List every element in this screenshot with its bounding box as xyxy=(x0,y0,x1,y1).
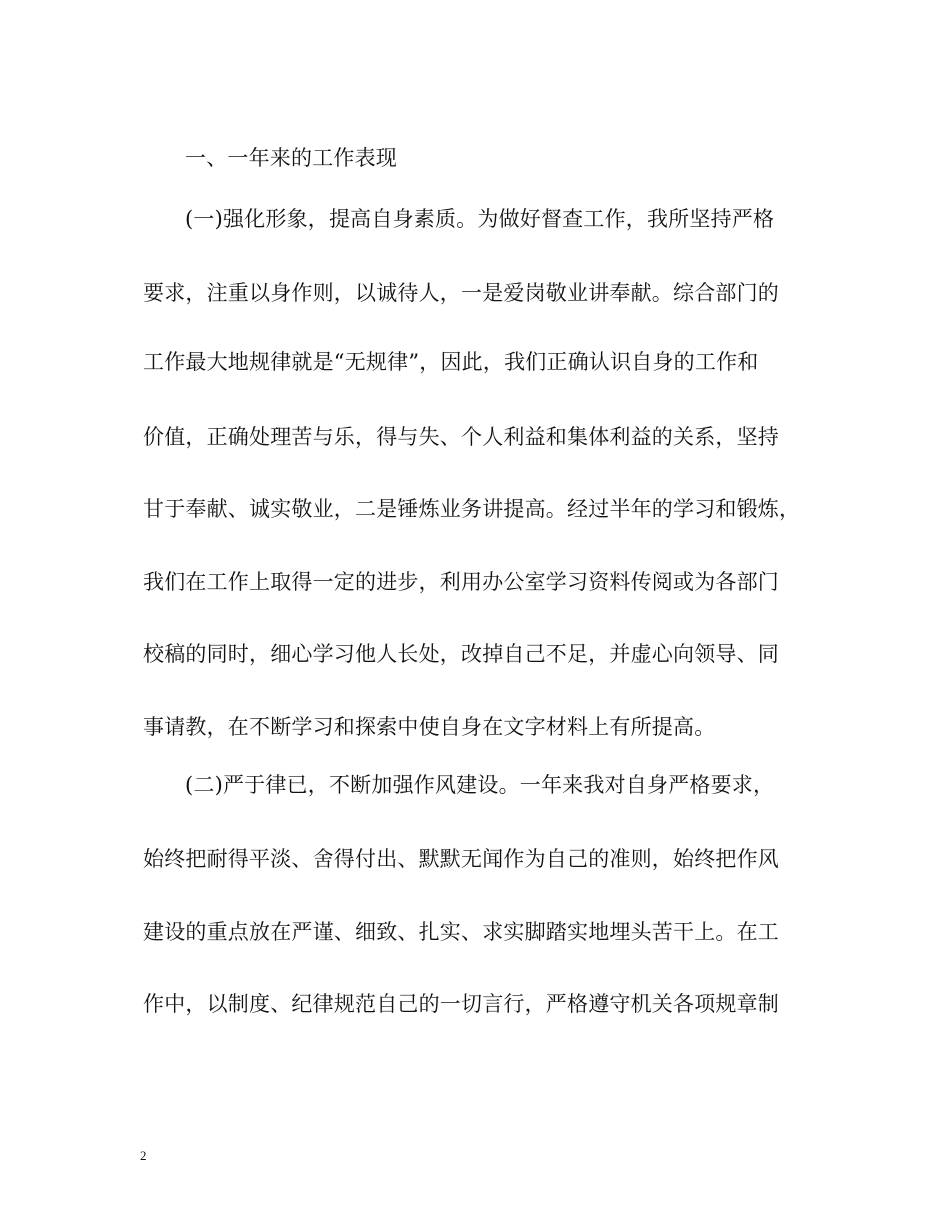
paragraph-2-line-1: (二)严于律已，不断加强作风建设。一年来我对自身严格要求， xyxy=(185,773,775,797)
paragraph-2-line-4: 作中，以制度、纪律规范自己的一切言行，严格遵守机关各项规章制 xyxy=(143,992,779,1016)
paragraph-1-line-1: (一)强化形象，提高自身素质。为做好督查工作，我所坚持严格 xyxy=(185,207,775,231)
paragraph-1-line-2: 要求，注重以身作则，以诚待人，一是爱岗敬业讲奉献。综合部门的 xyxy=(143,281,779,305)
paragraph-2-line-2: 始终把耐得平淡、舍得付出、默默无闻作为自己的准则，始终把作风 xyxy=(143,847,779,871)
paragraph-1-line-3: 工作最大地规律就是“无规律”，因此，我们正确认识自身的工作和 xyxy=(143,350,759,374)
paragraph-1-line-5: 甘于奉献、诚实敬业，二是锤炼业务讲提高。经过半年的学习和锻炼， xyxy=(143,497,801,521)
paragraph-1-line-8: 事请教，在不断学习和探索中使自身在文字材料上有所提高。 xyxy=(143,715,716,739)
paragraph-1-line-6: 我们在工作上取得一定的进步，利用办公室学习资料传阅或为各部门 xyxy=(143,570,779,594)
paragraph-1-line-4: 价值，正确处理苦与乐，得与失、个人利益和集体利益的关系，坚持 xyxy=(143,425,779,449)
paragraph-2-line-3: 建设的重点放在严谨、细致、扎实、求实脚踏实地埋头苦干上。在工 xyxy=(143,920,779,944)
page-number: 2 xyxy=(140,1148,147,1163)
paragraph-1-line-7: 校稿的同时，细心学习他人长处，改掉自己不足，并虚心向领导、同 xyxy=(143,642,779,666)
section-heading: 一、一年来的工作表现 xyxy=(185,146,397,170)
